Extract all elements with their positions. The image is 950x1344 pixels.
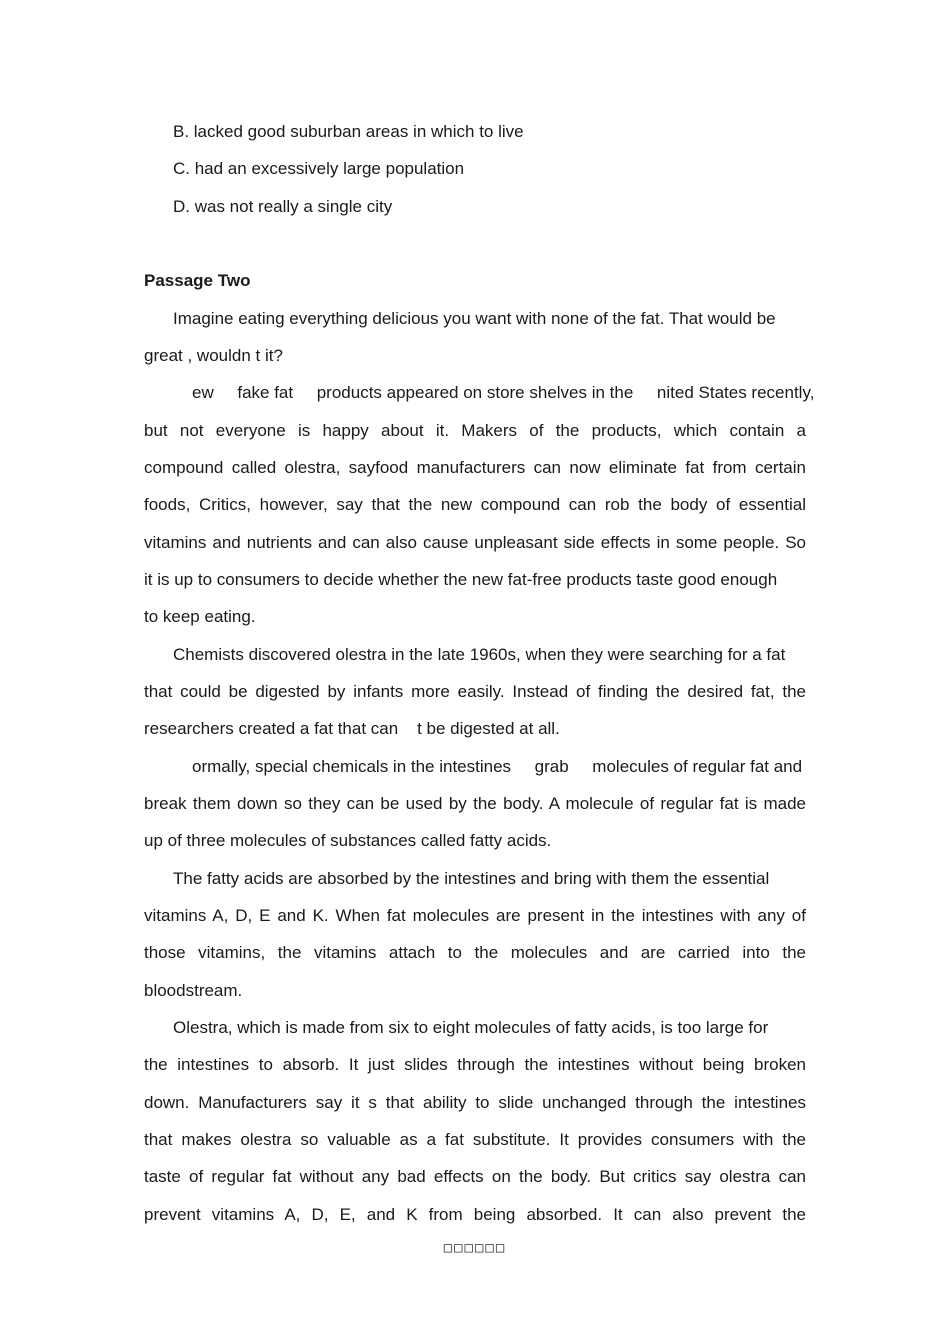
answer-option-c: C. had an excessively large population [173,159,465,178]
text-line: but not everyone is happy about it. Makers of the products, which contain a [144,421,806,440]
page-footer: □□□□□□ [443,1240,507,1256]
text-line: vitamins A, D, E and K. When fat molecules are present in the intestines with any of [144,906,806,925]
text-line: it is up to consumers to decide whether the new fat-free products taste good enough [144,570,778,589]
text-line: that could be digested by infants more easily. Instead of finding the desired fat, the [144,682,806,701]
text-line: compound called olestra, sayfood manufacturers can now eliminate fat from certain [144,458,806,477]
text-line: taste of regular fat without any bad effects on the body. But critics say olestra can [144,1167,806,1186]
text-line: up of three molecules of substances called fatty acids. [144,831,552,850]
answer-option-d: D. was not really a single city [173,197,393,216]
text-line: foods, Critics, however, say that the new compound can rob the body of essential [144,495,806,514]
text-line: down. Manufacturers say it s that ability to slide unchanged through the intestines [144,1093,806,1112]
text-line: ew fake fat products appeared on store shelves in the nited States recently, [192,383,815,402]
text-line: great , wouldn t it? [144,346,283,365]
text-line: Chemists discovered olestra in the late 1960s, when they were searching for a fat [173,645,786,664]
passage-title: Passage Two [144,271,251,290]
text-line: prevent vitamins A, D, E, and K from being absorbed. It can also prevent the [144,1205,806,1224]
text-line: to keep eating. [144,607,256,626]
text-line: bloodstream. [144,981,243,1000]
text-line: vitamins and nutrients and can also cause unpleasant side effects in some people. So [144,533,806,552]
text-line: those vitamins, the vitamins attach to the molecules and are carried into the [144,943,806,962]
text-line: break them down so they can be used by the body. A molecule of regular fat is made [144,794,806,813]
text-line: The fatty acids are absorbed by the intestines and bring with them the essential [173,869,770,888]
text-line: Olestra, which is made from six to eight molecules of fatty acids, is too large for [173,1018,769,1037]
text-line: Imagine eating everything delicious you want with none of the fat. That would be [173,309,776,328]
answer-option-b: B. lacked good suburban areas in which to live [173,122,524,141]
text-line: that makes olestra so valuable as a fat substitute. It provides consumers with the [144,1130,806,1149]
text-line: ormally, special chemicals in the intestines grab molecules of regular fat and [192,757,803,776]
text-line: researchers created a fat that can t be digested at all. [144,719,560,738]
text-line: the intestines to absorb. It just slides through the intestines without being broken [144,1055,806,1074]
